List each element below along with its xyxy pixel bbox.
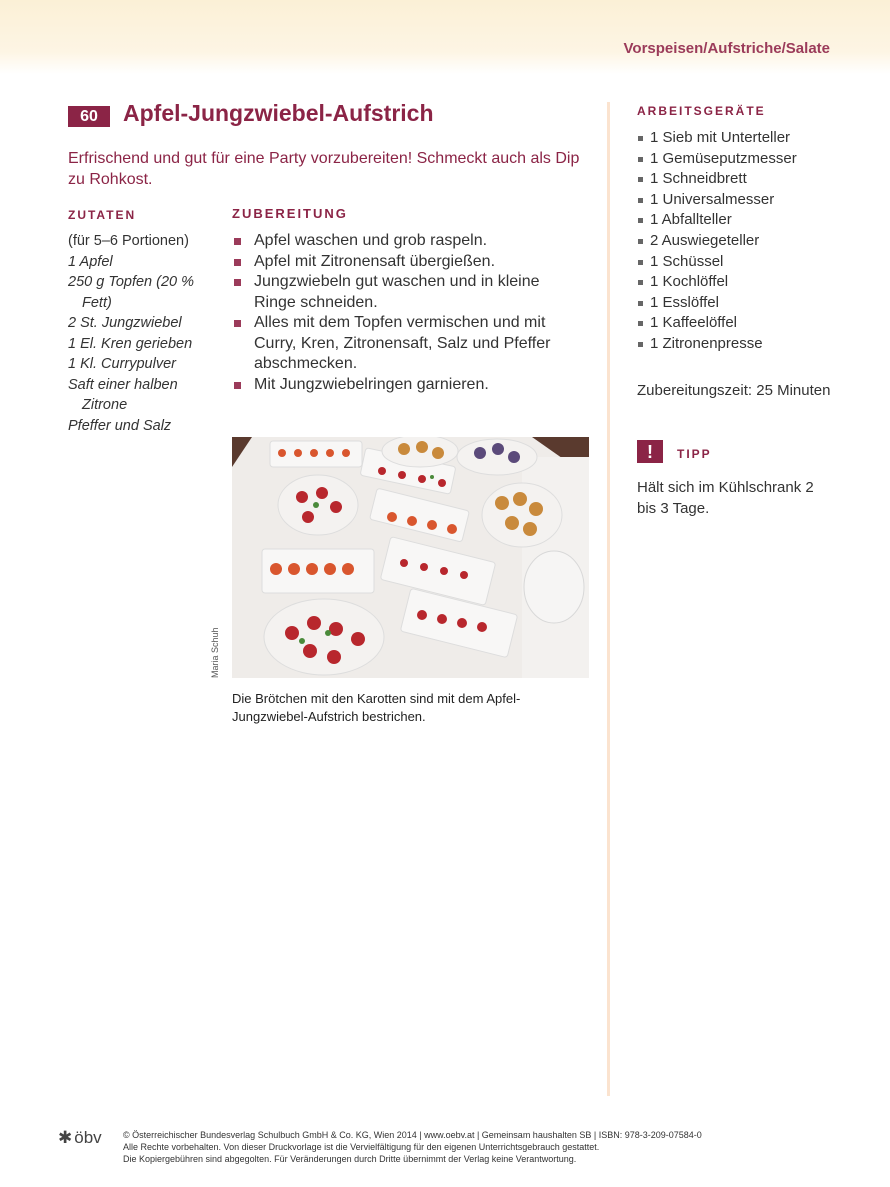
- photo-caption: Die Brötchen mit den Karotten sind mit dem Apfel-Jungzwiebel-Aufstrich bestrichen.: [232, 691, 521, 724]
- ingredient-item: 250 g Topfen (20 % Fett): [68, 274, 195, 311]
- tool-item: 1 Gemüseputzmesser: [637, 149, 797, 170]
- publisher-logo: ✱ öbv: [58, 1128, 102, 1147]
- tool-item: 1 Schüssel: [637, 252, 797, 273]
- tool-item: 1 Zitronenpresse: [637, 334, 797, 355]
- ingredient-item: Saft einer halben Zitrone: [68, 376, 178, 413]
- portion-note: (für 5–6 Portionen): [68, 233, 189, 249]
- ingredient-item: 2 St. Jungzwiebel: [68, 315, 182, 331]
- ingredient-item: 1 Kl. Currypulver: [68, 356, 176, 372]
- recipe-number-badge: 60: [68, 106, 110, 127]
- tool-item: 1 Esslöffel: [637, 293, 797, 314]
- preparation-steps: [232, 231, 582, 395]
- preparation-step: Apfel mit Zitronensaft übergießen.: [232, 252, 582, 273]
- preparation-step: Jungzwiebeln gut waschen und in kleine Ringe schneiden.: [232, 272, 582, 313]
- footer-line: © Österreichischer Bundesverlag Schulbuch GmbH & Co. KG, Wien 2014 | www.oebv.at | Gemeinsam haushalten SB | ISBN: 978-3-209-07584-0: [123, 1130, 702, 1140]
- recipe-title: Apfel-Jungzwiebel-Aufstrich: [123, 100, 434, 126]
- footer-line: Alle Rechte vorbehalten. Von dieser Druckvorlage ist die Vervielfältigung für den eigenen Unterrichtsgebrauch gestattet.: [123, 1142, 600, 1152]
- footer-line: Die Kopiergebühren sind abgegolten. Für Veränderungen durch Dritte übernimmt der Verlag keine Verantwortung.: [123, 1154, 577, 1164]
- tool-item: 1 Schneidbrett: [637, 169, 797, 190]
- tip-heading: TIPP: [677, 447, 712, 461]
- ingredient-item: Pfeffer und Salz: [68, 417, 172, 434]
- tool-item: 1 Sieb mit Unterteller: [637, 128, 797, 149]
- preparation-step: Mit Jungzwiebelringen garnieren.: [232, 375, 582, 396]
- tool-item: 1 Abfallteller: [637, 210, 797, 231]
- photo-credit: Maria Schuh: [210, 627, 220, 678]
- buffet-photo-illustration: [232, 437, 589, 678]
- tool-item: 2 Auswiegeteller: [637, 231, 797, 252]
- preparation-step: Apfel waschen und grob raspeln.: [232, 231, 582, 252]
- ingredient-item: 1 Apfel: [68, 253, 113, 270]
- recipe-intro: Erfrischend und gut für eine Party vorzubereiten! Schmeckt auch als Dip zu Rohkost.: [68, 150, 580, 188]
- header-band: [0, 0, 890, 74]
- exclamation-icon: !: [637, 440, 663, 463]
- ingredient-item: 1 El. Kren gerieben: [68, 335, 193, 352]
- tool-item: 1 Kaffeelöffel: [637, 313, 797, 334]
- tools-heading: ARBEITSGERÄTE: [637, 104, 766, 118]
- ingredients-list: [68, 231, 218, 436]
- tools-list: [637, 128, 797, 355]
- preparation-time: Zubereitungszeit: 25 Minuten: [637, 382, 831, 399]
- buffet-photo: [232, 437, 589, 678]
- tip-text: Hält sich im Kühlschrank 2 bis 3 Tage.: [637, 479, 814, 517]
- section-title: Vorspeisen/Aufstriche/Salate: [623, 40, 830, 57]
- footer-copyright: [123, 1129, 823, 1165]
- preparation-step: Alles mit dem Topfen vermischen und mit Curry, Kren, Zitronensaft, Salz und Pfeffer abschmecken.: [232, 313, 582, 375]
- tool-item: 1 Kochlöffel: [637, 272, 797, 293]
- tool-item: 1 Universalmesser: [637, 190, 797, 211]
- preparation-heading: ZUBEREITUNG: [232, 206, 348, 221]
- ingredients-heading: ZUTATEN: [68, 208, 137, 222]
- column-divider: [607, 102, 610, 1096]
- star-icon: ✱: [58, 1128, 73, 1147]
